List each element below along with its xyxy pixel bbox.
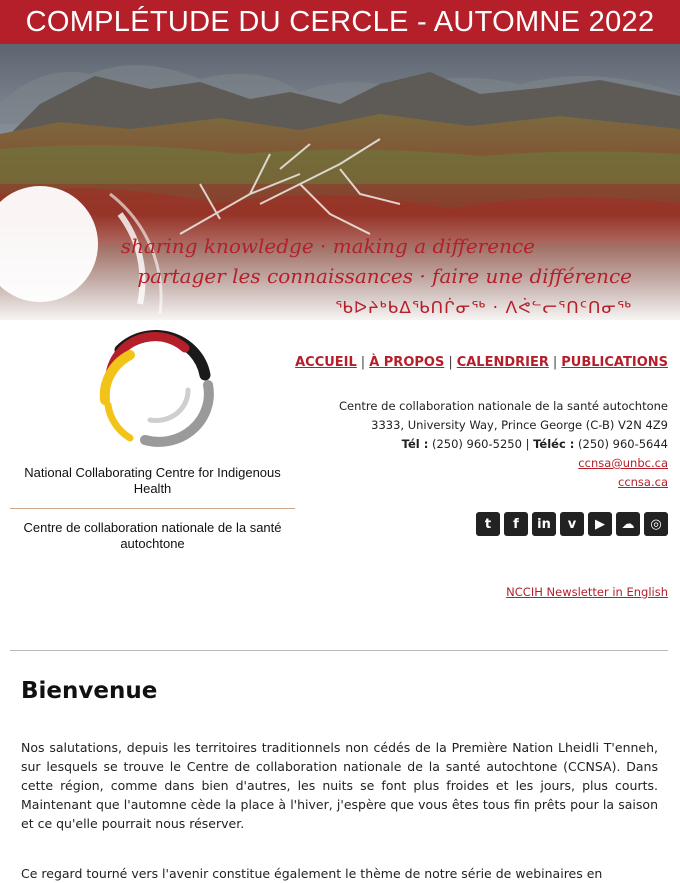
contact-website-link[interactable]: ccnsa.ca: [618, 475, 668, 489]
soundcloud-icon[interactable]: ☁: [616, 512, 640, 536]
contact-email-link[interactable]: ccnsa@unbc.ca: [578, 456, 668, 470]
instagram-icon[interactable]: ◎: [644, 512, 668, 536]
youtube-icon[interactable]: ▶: [588, 512, 612, 536]
social-links: [476, 512, 668, 536]
fax-label: Téléc :: [533, 437, 575, 451]
section-divider: [10, 650, 668, 651]
tagline-french: partager les connaissances · faire une différence: [137, 264, 632, 288]
nav-calendrier[interactable]: CALENDRIER: [456, 355, 549, 370]
nav-publications[interactable]: PUBLICATIONS: [561, 355, 668, 370]
contact-phones: [339, 435, 668, 454]
welcome-paragraph-continued: Ce regard tourné vers l'avenir constitue également le thème de notre série de webinaires en: [21, 866, 603, 881]
logo-name-english: National Collaborating Centre for Indigenous Health: [24, 465, 281, 496]
contact-org: Centre de collaboration nationale de la santé autochtone: [339, 399, 668, 413]
top-navigation: [295, 355, 668, 370]
tagline-inuktitut: ᖃᐅᔨᒃᑲᐃᖃᑎᒌᓂᖅ · ᐱᕚᓪᓕᕐᑎᑦᑎᓂᖅ: [335, 298, 632, 318]
linkedin-icon[interactable]: in: [532, 512, 556, 536]
newsletter-title: COMPLÉTUDE DU CERCLE - AUTOMNE 2022: [0, 0, 680, 44]
welcome-heading: Bienvenue: [21, 678, 158, 704]
vimeo-icon[interactable]: v: [560, 512, 584, 536]
nav-separator: |: [360, 355, 366, 370]
tel-number: (250) 960-5250: [431, 437, 522, 451]
hero-banner: [0, 44, 680, 320]
phone-separator: |: [525, 437, 534, 451]
fax-number: (250) 960-5644: [578, 437, 668, 451]
tagline-english: sharing knowledge · making a difference: [120, 234, 535, 258]
english-newsletter-link[interactable]: NCCIH Newsletter in English: [506, 585, 668, 599]
nccih-ring-icon: [90, 330, 220, 450]
nav-separator: |: [552, 355, 558, 370]
tel-label: Tél :: [401, 437, 429, 451]
logo-name-french: Centre de collaboration nationale de la santé autochtone: [23, 520, 282, 551]
facebook-icon[interactable]: f: [504, 512, 528, 536]
nav-a-propos[interactable]: À PROPOS: [369, 355, 445, 370]
nav-accueil[interactable]: ACCUEIL: [295, 355, 357, 370]
logo-divider: [10, 508, 295, 509]
nav-separator: |: [448, 355, 453, 370]
welcome-paragraph: Nos salutations, depuis les territoires traditionnels non cédés de la Première Nation Lheidli T'enneh, sur lesquels se trouve le Centre de collaboration nationale de la santé autochtone (CCNSA). Dans cette région, comme dans bien d'autres, les nuits se font plus froides et les jours, plus courts. Maintenant que l'automne cède la place à l'hiver, j'espère que vous êtes tous fin prêts pour la saison et ce qu'elle pourrait nous réserver.: [21, 740, 658, 831]
twitter-icon[interactable]: t: [476, 512, 500, 536]
contact-info: [339, 397, 668, 492]
contact-address: 3333, University Way, Prince George (C-B) V2N 4Z9: [371, 418, 668, 432]
